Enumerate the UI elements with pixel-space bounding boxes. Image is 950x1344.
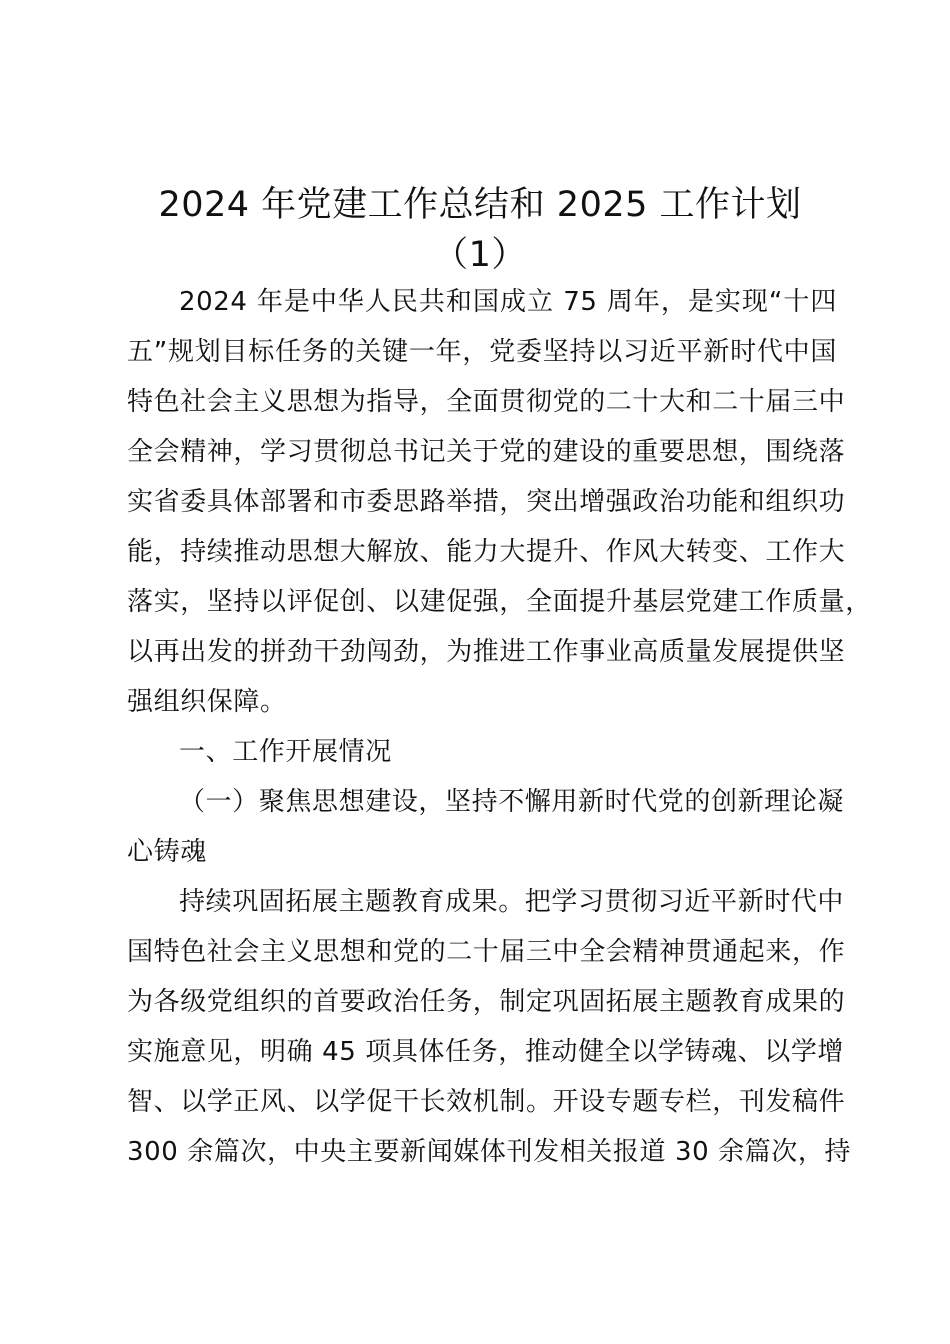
document-title-line-1: 2024 年党建工作总结和 2025 工作计划 [158,185,802,225]
body-line-14: 智、以学正风、以学促干长效机制。开设专题专栏，刊发稿件 [127,1087,846,1117]
body-line-9: 强组织保障。 [127,687,287,717]
body-line-5: 实省委具体部署和市委思路举措，突出增强政治功能和组织功 [127,487,846,517]
document-title-line-2: （1） [433,235,527,275]
body-line-6: 能，持续推动思想大解放、能力大提升、作风大转变、工作大 [127,537,846,567]
body-line-1: 2024 年是中华人民共和国成立 75 周年，是实现“十四 [179,287,837,317]
body-line-3: 特色社会主义思想为指导，全面贯彻党的二十大和二十届三中 [127,387,846,417]
body-line-15: 300 余篇次，中央主要新闻媒体刊发相关报道 30 余篇次，持 [127,1137,852,1167]
subsection-heading-line-2: 心铸魂 [127,837,207,867]
section-heading-1: 一、工作开展情况 [179,737,392,767]
body-line-7: 落实，坚持以评促创、以建促强，全面提升基层党建工作质量， [127,587,872,617]
subsection-heading-line-1: （一）聚焦思想建设，坚持不懈用新时代党的创新理论凝 [179,787,845,817]
body-line-13: 实施意见，明确 45 项具体任务，推动健全以学铸魂、以学增 [127,1037,845,1067]
body-line-12: 为各级党组织的首要政治任务，制定巩固拓展主题教育成果的 [127,987,846,1017]
body-line-8: 以再出发的拼劲干劲闯劲，为推进工作事业高质量发展提供坚 [127,637,846,667]
body-line-10: 持续巩固拓展主题教育成果。把学习贯彻习近平新时代中 [179,887,845,917]
body-line-4: 全会精神，学习贯彻总书记关于党的建设的重要思想，围绕落 [127,437,846,467]
body-line-2: 五”规划目标任务的关键一年，党委坚持以习近平新时代中国 [127,337,837,367]
body-line-11: 国特色社会主义思想和党的二十届三中全会精神贯通起来，作 [127,937,846,967]
